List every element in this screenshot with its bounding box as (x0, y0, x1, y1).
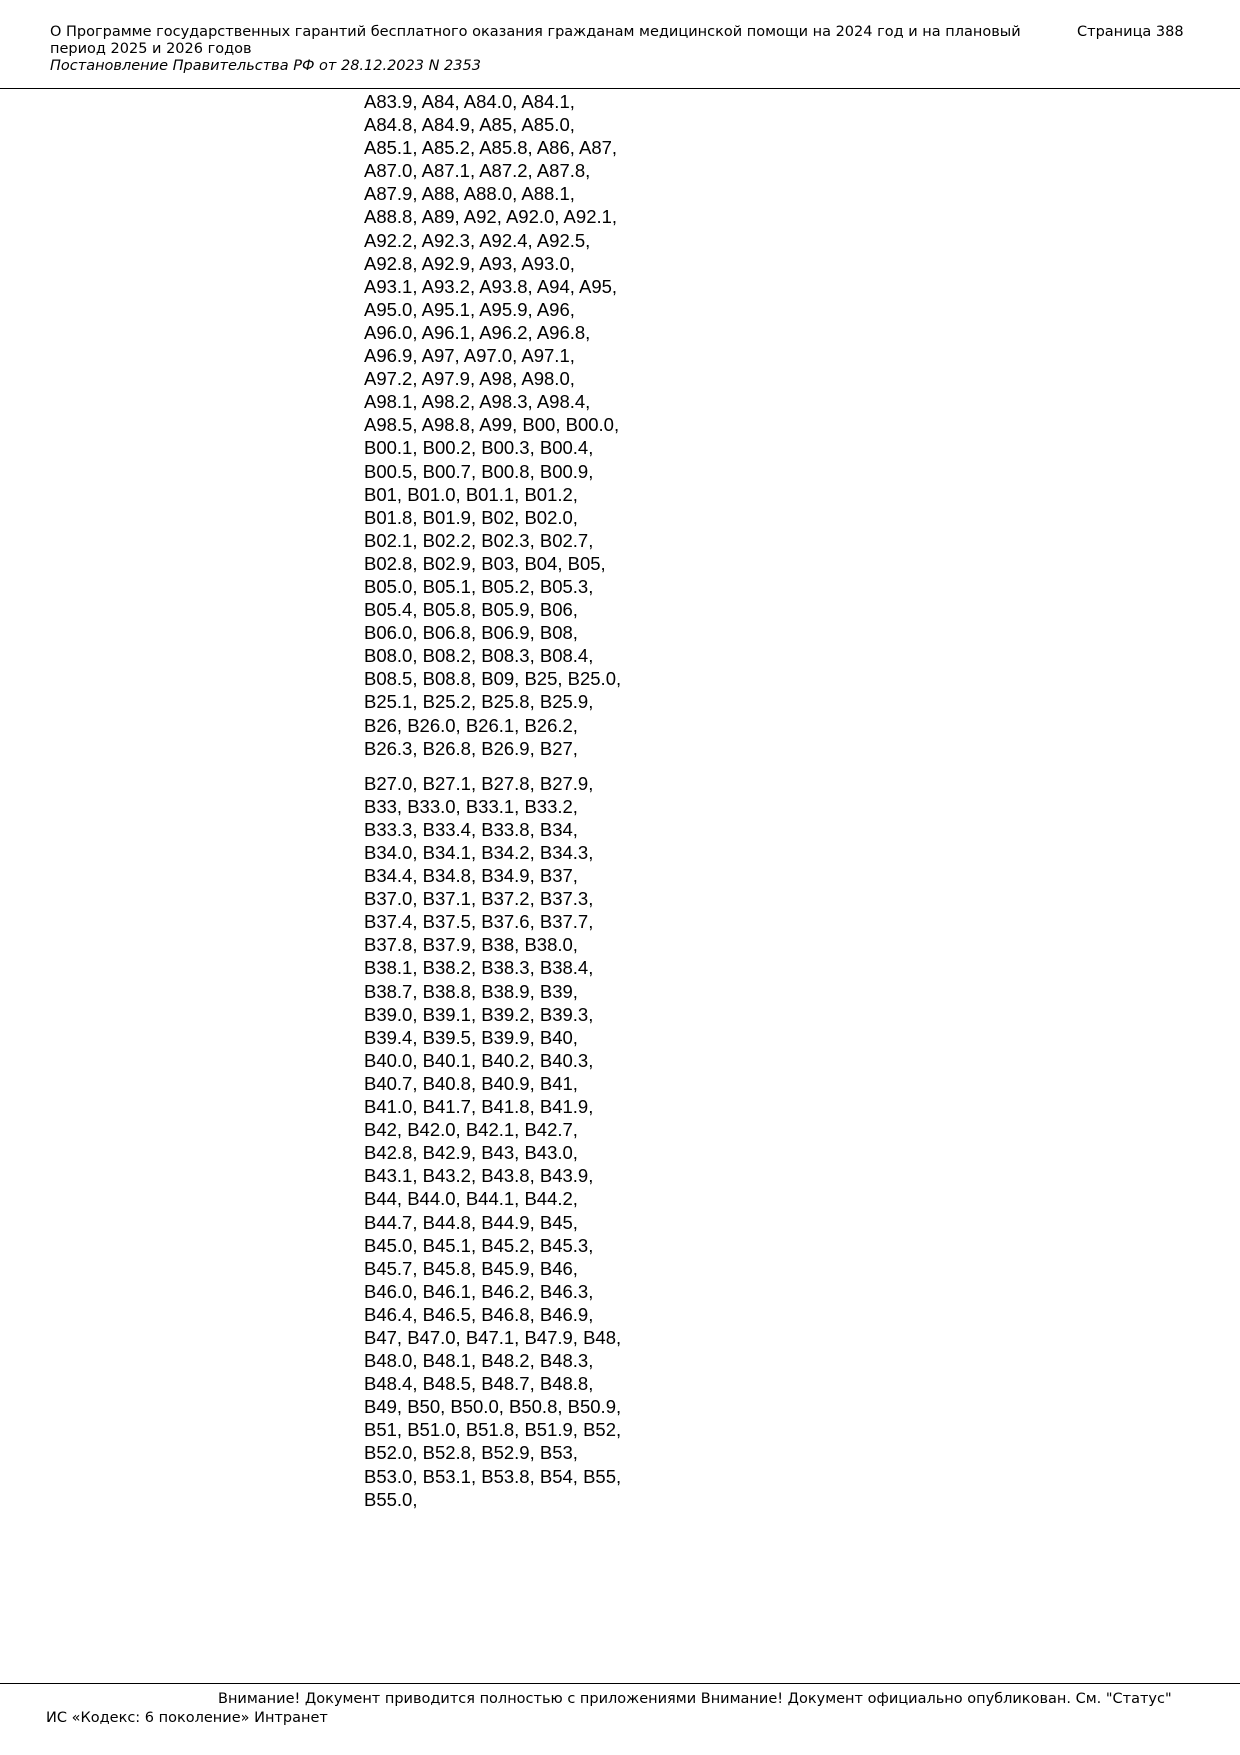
diagnosis-codes-column (364, 90, 684, 1511)
document-title: О Программе государственных гарантий бесплатного оказания гражданам медицинской помощи на 2024 год и на плановый период 2025 и 2026 годов (50, 24, 1021, 57)
code-line: B45.0, B45.1, B45.2, B45.3, (364, 1234, 594, 1256)
header-divider (0, 88, 1240, 89)
code-line: B01.8, B01.9, B02, B02.0, (364, 506, 578, 528)
code-line: B08.5, B08.8, B09, B25, B25.0, (364, 668, 622, 690)
footer-system-name: ИС «Кодекс: 6 поколение» Интранет (46, 1710, 328, 1726)
code-line: B45.7, B45.8, B45.9, B46, (364, 1257, 578, 1279)
code-line: B49, B50, B50.0, B50.8, B50.9, (364, 1396, 622, 1418)
code-line: A83.9, A84, A84.0, A84.1, (364, 91, 575, 112)
code-line: B48.4, B48.5, B48.7, B48.8, (364, 1373, 594, 1395)
code-line: B46.4, B46.5, B46.8, B46.9, (364, 1303, 594, 1325)
code-line: B42, B42.0, B42.1, B42.7, (364, 1119, 578, 1141)
code-line: B48.0, B48.1, B48.2, B48.3, (364, 1350, 594, 1372)
code-line: B38.1, B38.2, B38.3, B38.4, (364, 957, 594, 979)
code-line: B37.8, B37.9, B38, B38.0, (364, 934, 578, 956)
code-line: B01, B01.0, B01.1, B01.2, (364, 483, 578, 505)
code-line: B33, B33.0, B33.1, B33.2, (364, 795, 578, 817)
code-line: A95.0, A95.1, A95.9, A96, (364, 298, 575, 320)
code-line: B00.1, B00.2, B00.3, B00.4, (364, 437, 594, 459)
code-line: A88.8, A89, A92, A92.0, A92.1, (364, 206, 618, 228)
code-line: B05.0, B05.1, B05.2, B05.3, (364, 575, 594, 597)
code-line: B55.0, (364, 1488, 418, 1510)
code-line: B37.4, B37.5, B37.6, B37.7, (364, 911, 594, 933)
code-line: A85.1, A85.2, A85.8, A86, A87, (364, 137, 618, 159)
code-line: B27.0, B27.1, B27.8, B27.9, (364, 772, 594, 794)
code-line: A96.9, A97, A97.0, A97.1, (364, 345, 575, 367)
code-line: A98.5, A98.8, A99, B00, B00.0, (364, 414, 620, 436)
page-number: Страница 388 (1077, 24, 1184, 40)
footer-divider (0, 1683, 1240, 1684)
code-line: B46.0, B46.1, B46.2, B46.3, (364, 1280, 594, 1302)
code-line: B34.4, B34.8, B34.9, B37, (364, 865, 578, 887)
code-line: A84.8, A84.9, A85, A85.0, (364, 114, 575, 136)
code-line: B00.5, B00.7, B00.8, B00.9, (364, 460, 594, 482)
code-line: B41.0, B41.7, B41.8, B41.9, (364, 1096, 594, 1118)
footer-notice: Внимание! Документ приводится полностью с приложениями Внимание! Документ официально опубликован. См. "Статус" (218, 1691, 1172, 1707)
code-line: B25.1, B25.2, B25.8, B25.9, (364, 691, 594, 713)
code-line: B34.0, B34.1, B34.2, B34.3, (364, 842, 594, 863)
codes-block-1 (364, 90, 684, 760)
code-line: B06.0, B06.8, B06.9, B08, (364, 622, 578, 644)
code-line: B37.0, B37.1, B37.2, B37.3, (364, 888, 594, 910)
code-line: A92.2, A92.3, A92.4, A92.5, (364, 229, 591, 251)
code-line: B26, B26.0, B26.1, B26.2, (364, 714, 578, 736)
code-line: B43.1, B43.2, B43.8, B43.9, (364, 1165, 594, 1187)
code-line: B53.0, B53.1, B53.8, B54, B55, (364, 1465, 622, 1487)
code-line: B33.3, B33.4, B33.8, B34, (364, 818, 578, 840)
code-line: B51, B51.0, B51.8, B51.9, B52, (364, 1419, 622, 1441)
code-line: B26.3, B26.8, B26.9, B27, (364, 737, 578, 759)
code-line: B38.7, B38.8, B38.9, B39, (364, 980, 578, 1002)
code-line: B02.8, B02.9, B03, B04, B05, (364, 552, 606, 574)
code-line: B08.0, B08.2, B08.3, B08.4, (364, 645, 594, 667)
code-line: A87.0, A87.1, A87.2, A87.8, (364, 160, 591, 182)
code-line: A87.9, A88, A88.0, A88.1, (364, 183, 575, 205)
document-subtitle: Постановление Правительства РФ от 28.12.2023 N 2353 (50, 58, 481, 74)
code-line: B44.7, B44.8, B44.9, B45, (364, 1211, 578, 1233)
code-line: B02.1, B02.2, B02.3, B02.7, (364, 529, 594, 551)
code-line: A98.1, A98.2, A98.3, A98.4, (364, 391, 591, 413)
code-line: A92.8, A92.9, A93, A93.0, (364, 252, 575, 274)
code-line: B40.7, B40.8, B40.9, B41, (364, 1072, 578, 1094)
code-line: B44, B44.0, B44.1, B44.2, (364, 1188, 578, 1210)
code-line: B40.0, B40.1, B40.2, B40.3, (364, 1049, 594, 1071)
codes-block-2 (364, 772, 684, 1511)
code-line: B39.0, B39.1, B39.2, B39.3, (364, 1003, 594, 1025)
code-line: A96.0, A96.1, A96.2, A96.8, (364, 321, 591, 343)
code-line: B47, B47.0, B47.1, B47.9, B48, (364, 1326, 622, 1348)
code-line: B05.4, B05.8, B05.9, B06, (364, 599, 578, 621)
code-line: B52.0, B52.8, B52.9, B53, (364, 1442, 578, 1464)
code-line: B39.4, B39.5, B39.9, B40, (364, 1026, 578, 1048)
code-line: A93.1, A93.2, A93.8, A94, A95, (364, 275, 618, 297)
code-line: A97.2, A97.9, A98, A98.0, (364, 368, 575, 390)
code-line: B42.8, B42.9, B43, B43.0, (364, 1142, 578, 1164)
